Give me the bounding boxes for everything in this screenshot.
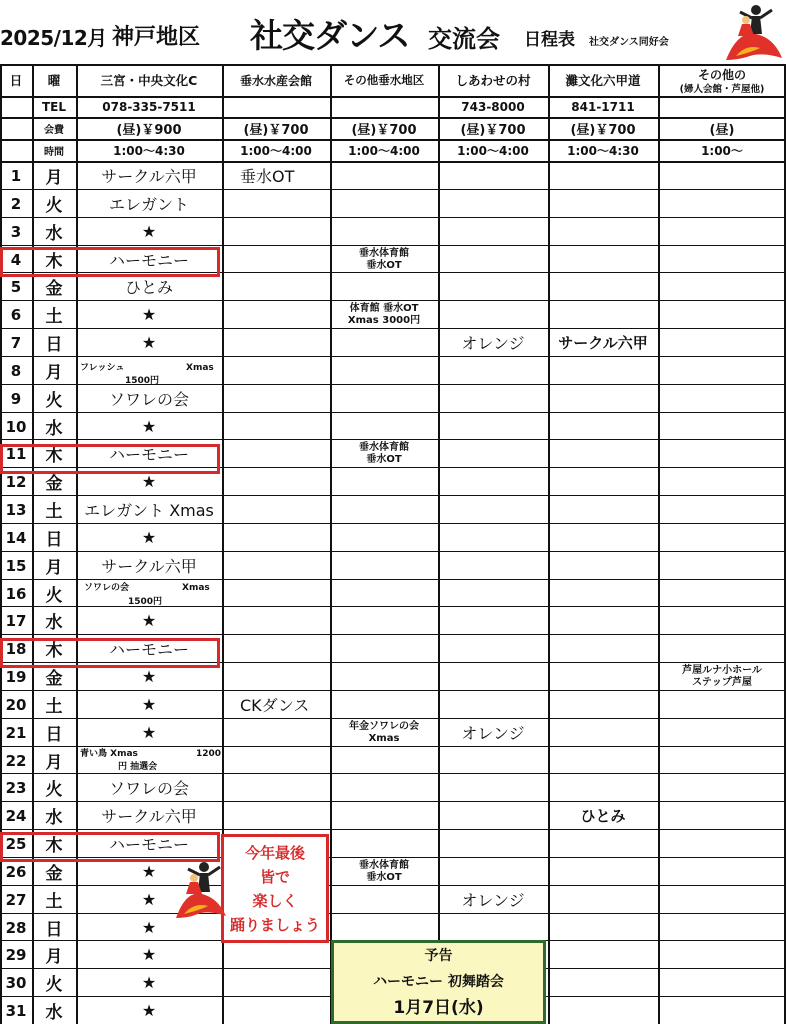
tarumi-suisan-event [222, 440, 330, 467]
nada-event [548, 413, 658, 440]
sannomiya-event: ★ [141, 1001, 157, 1020]
weekday: 土 [45, 307, 63, 327]
nada-event [548, 357, 658, 384]
other-event [658, 440, 786, 467]
shiawase-event [438, 747, 548, 774]
shiawase-event [438, 496, 548, 523]
other-tarumi-event [330, 413, 438, 440]
sannomiya-event: ハーモニー [108, 445, 189, 464]
other-tarumi-event [330, 329, 438, 356]
shiawase-event [438, 385, 548, 412]
shiawase-event [438, 218, 548, 245]
sannomiya-event: エレガント Xmas [84, 501, 214, 520]
tarumi-suisan-event: 垂水OT [240, 167, 295, 186]
other-event [658, 190, 786, 217]
nada-event: サークル六甲 [558, 334, 648, 352]
weekday: 水 [45, 224, 63, 244]
tarumi-suisan-event [222, 941, 330, 968]
other-event [658, 914, 786, 941]
day-number: 27 [5, 890, 27, 909]
tarumi-suisan-event [222, 468, 330, 495]
nada-event [548, 496, 658, 523]
other-tarumi-event [330, 162, 438, 189]
nada-event [548, 886, 658, 913]
year-month: 2025/12月 [0, 26, 107, 50]
time-label: 時間 [44, 146, 64, 158]
tarumi-suisan-event [222, 413, 330, 440]
tarumi-suisan-event [222, 552, 330, 579]
notice-event: ハーモニー 初舞踏会 [373, 974, 504, 990]
col-header-other: その他の [697, 67, 746, 82]
shiawase-event [438, 774, 548, 801]
tarumi-suisan-event [222, 747, 330, 774]
other-event [658, 385, 786, 412]
weekday: 月 [45, 558, 63, 578]
tarumi-suisan-event [222, 774, 330, 801]
shiawase-event [438, 273, 548, 300]
day-number: 9 [10, 389, 22, 408]
day-number: 25 [5, 834, 27, 853]
day-number: 3 [10, 222, 22, 241]
other-tarumi-event [330, 914, 438, 941]
fee-cell: (昼)￥700 [570, 122, 636, 138]
nada-event [548, 663, 658, 690]
tarumi-suisan-event [222, 357, 330, 384]
other-event [658, 635, 786, 662]
nada-event [548, 468, 658, 495]
weekday: 火 [45, 975, 63, 995]
club-name: 社交ダンス同好会 [589, 37, 669, 48]
tel-cell: 841-1711 [571, 99, 635, 114]
tarumi-suisan-event [222, 496, 330, 523]
weekday: 火 [45, 196, 63, 216]
nada-event [548, 997, 658, 1024]
tarumi-suisan-event [222, 580, 330, 607]
other-event: 芦屋ルナ小ホール ステップ芦屋 [682, 665, 762, 688]
sannomiya-event: ひとみ [124, 278, 173, 297]
other-tarumi-event: 年金ソワレの会 Xmas [349, 721, 419, 744]
shiawase-event: オレンジ [461, 724, 525, 743]
sannomiya-event: ★ [141, 945, 157, 964]
other-event [658, 468, 786, 495]
day-number: 13 [5, 500, 27, 519]
sannomiya-event: ハーモニー [108, 640, 189, 659]
shiawase-event [438, 607, 548, 634]
shiawase-event [438, 162, 548, 189]
other-tarumi-event [330, 607, 438, 634]
tel-cell: 078-335-7511 [102, 99, 196, 114]
weekday: 火 [45, 586, 63, 606]
other-event [658, 273, 786, 300]
other-tarumi-event [330, 357, 438, 384]
tarumi-suisan-event [222, 719, 330, 746]
tarumi-suisan-event [222, 802, 330, 829]
day-number: 8 [10, 361, 22, 380]
other-event [658, 552, 786, 579]
other-tarumi-event [330, 635, 438, 662]
sannomiya-event: ★ [141, 973, 157, 992]
highlight-day-11 [0, 444, 220, 474]
day-number: 22 [5, 751, 27, 770]
tarumi-suisan-event [222, 190, 330, 217]
other-event [658, 329, 786, 356]
other-tarumi-event [330, 580, 438, 607]
day-number: 26 [5, 862, 27, 881]
day8-event-xmas: Xmas [186, 363, 214, 373]
other-event [658, 691, 786, 718]
col-header-other-tarumi: その他垂水地区 [343, 73, 425, 87]
sannomiya-event: ハーモニー [108, 251, 189, 270]
time-cell: 1:00～4:00 [457, 143, 529, 158]
other-event [658, 830, 786, 857]
other-tarumi-event [330, 273, 438, 300]
time-cell: 1:00～4:00 [240, 143, 312, 158]
other-tarumi-event [330, 524, 438, 551]
title-suffix: 日程表 [524, 30, 575, 50]
title-sub: 交流会 [428, 25, 500, 53]
other-event [658, 607, 786, 634]
day-number: 1 [10, 166, 22, 185]
weekday: 月 [45, 947, 63, 967]
tarumi-suisan-event [222, 524, 330, 551]
tarumi-suisan-event: CKダンス [240, 696, 310, 715]
other-event [658, 246, 786, 273]
tarumi-suisan-event [222, 663, 330, 690]
shiawase-event [438, 190, 548, 217]
time-cell: 1:00～ [701, 143, 743, 158]
nada-event [548, 273, 658, 300]
day22-event-line1: 青い鳥 Xmas [80, 749, 138, 759]
highlight-day-4 [0, 247, 220, 277]
upcoming-event-notice [331, 940, 546, 1024]
other-tarumi-event [330, 830, 438, 857]
sannomiya-event: ★ [141, 723, 157, 742]
shiawase-event [438, 413, 548, 440]
sannomiya-event: ★ [141, 528, 157, 547]
tel-cell [330, 96, 438, 117]
shiawase-event [438, 246, 548, 273]
other-event [658, 997, 786, 1024]
nada-event [548, 246, 658, 273]
day-number: 30 [5, 973, 27, 992]
nada-event [548, 858, 658, 885]
weekday: 木 [45, 836, 63, 856]
message-line-3: 楽しく [252, 891, 298, 910]
day-number: 11 [5, 444, 27, 463]
other-tarumi-event: 垂水体育館 垂水OT [359, 248, 409, 271]
other-tarumi-event [330, 747, 438, 774]
col-header-sannomiya: 三宮・中央文化C [100, 73, 198, 88]
tel-cell [222, 96, 330, 117]
shiawase-event: オレンジ [461, 891, 525, 910]
dancing-couple-icon [168, 858, 230, 922]
schedule-table [0, 64, 786, 1024]
other-event [658, 858, 786, 885]
other-event [658, 802, 786, 829]
nada-event [548, 969, 658, 996]
day-number: 10 [5, 417, 27, 436]
day-number: 19 [5, 667, 27, 686]
day-number: 2 [10, 194, 22, 213]
weekday: 土 [45, 502, 63, 522]
other-event [658, 357, 786, 384]
notice-label: 予告 [424, 948, 453, 964]
day-number: 18 [5, 639, 27, 658]
nada-event [548, 190, 658, 217]
other-tarumi-event [330, 218, 438, 245]
day-number: 21 [5, 723, 27, 742]
nada-event [548, 941, 658, 968]
area-name: 神戸地区 [112, 25, 201, 50]
tel-label: TEL [41, 99, 67, 114]
day-number: 12 [5, 472, 27, 491]
dancing-couple-icon [716, 0, 786, 64]
day16-event-price: 1500円 [128, 597, 163, 607]
weekday: 金 [45, 669, 63, 689]
day16-event-xmas: Xmas [182, 583, 210, 593]
weekday: 水 [45, 808, 63, 828]
other-event [658, 218, 786, 245]
weekday: 木 [45, 641, 63, 661]
shiawase-event [438, 524, 548, 551]
nada-event [548, 914, 658, 941]
col-header-shiawase: しあわせの村 [455, 73, 531, 88]
tarumi-suisan-event [222, 218, 330, 245]
other-event [658, 301, 786, 328]
nada-event [548, 747, 658, 774]
col-header-weekday: 曜 [47, 73, 61, 88]
other-event [658, 413, 786, 440]
day-number: 6 [10, 305, 22, 324]
time-cell: 1:00～4:30 [567, 143, 639, 158]
shiawase-event [438, 663, 548, 690]
day-number: 20 [5, 695, 27, 714]
time-cell: 1:00～4:00 [348, 143, 420, 158]
shiawase-event [438, 691, 548, 718]
sannomiya-event: ★ [141, 667, 157, 686]
shiawase-event [438, 635, 548, 662]
nada-event [548, 218, 658, 245]
shiawase-event [438, 858, 548, 885]
day8-event-name: フレッシュ [80, 363, 125, 373]
weekday: 金 [45, 279, 63, 299]
fee-cell: (昼)￥700 [460, 122, 526, 138]
other-tarumi-event [330, 468, 438, 495]
day-number: 24 [5, 806, 27, 825]
other-event [658, 774, 786, 801]
tarumi-suisan-event [222, 385, 330, 412]
nada-event [548, 580, 658, 607]
nada-event [548, 385, 658, 412]
title-main: 社交ダンス [250, 16, 410, 55]
weekday: 日 [45, 530, 63, 550]
nada-event [548, 552, 658, 579]
col-header-day: 日 [9, 73, 23, 88]
time-cell: 1:00～4:30 [113, 143, 185, 158]
day-number: 28 [5, 918, 27, 937]
day-number: 7 [10, 333, 22, 352]
day16-event-name: ソワレの会 [84, 583, 130, 593]
day-number: 17 [5, 611, 27, 630]
other-event [658, 524, 786, 551]
shiawase-event [438, 552, 548, 579]
sannomiya-event: サークル六甲 [101, 167, 197, 186]
weekday: 水 [45, 1003, 63, 1023]
other-event [658, 941, 786, 968]
nada-event: ひとみ [580, 807, 626, 825]
sannomiya-event: エレガント [108, 195, 189, 214]
shiawase-event [438, 357, 548, 384]
sannomiya-event: ★ [141, 305, 157, 324]
other-tarumi-event [330, 385, 438, 412]
fee-cell: (昼)￥700 [243, 122, 309, 138]
shiawase-event [438, 830, 548, 857]
other-tarumi-event [330, 552, 438, 579]
nada-event [548, 774, 658, 801]
message-line-4: 踊りましょう [229, 915, 320, 934]
other-tarumi-event: 垂水体育館 垂水OT [359, 442, 409, 465]
other-event [658, 719, 786, 746]
shiawase-event [438, 440, 548, 467]
sannomiya-event: サークル六甲 [101, 807, 197, 826]
weekday: 木 [45, 252, 63, 272]
weekday: 土 [45, 697, 63, 717]
weekday: 火 [45, 391, 63, 411]
other-tarumi-event: 体育館 垂水OT Xmas 3000円 [347, 303, 421, 326]
col-header-tarumi-suisan: 垂水水産会館 [239, 73, 312, 88]
day-number: 31 [5, 1001, 27, 1020]
other-tarumi-event [330, 190, 438, 217]
other-tarumi-event: 垂水体育館 垂水OT [359, 860, 409, 883]
fee-label: 会費 [44, 124, 64, 136]
message-line-1: 今年最後 [244, 843, 305, 862]
day-number: 5 [10, 277, 22, 296]
other-event [658, 496, 786, 523]
nada-event [548, 440, 658, 467]
day-number: 23 [5, 778, 27, 797]
nada-event [548, 830, 658, 857]
message-line-2: 皆で [259, 867, 290, 886]
tarumi-suisan-event [222, 607, 330, 634]
day-number: 15 [5, 556, 27, 575]
sannomiya-event: ★ [141, 222, 157, 241]
sannomiya-event: ★ [141, 918, 157, 937]
tel-cell: 743-8000 [461, 99, 525, 114]
other-tarumi-event [330, 663, 438, 690]
tarumi-suisan-event [222, 329, 330, 356]
tarumi-suisan-event [222, 635, 330, 662]
col-header-nada: 灘文化六甲道 [565, 73, 641, 88]
tarumi-suisan-event [222, 997, 330, 1024]
weekday: 水 [45, 419, 63, 439]
shiawase-event [438, 580, 548, 607]
col-header-other-sub: (婦人会館・芦屋他) [679, 84, 765, 95]
day-number: 14 [5, 528, 27, 547]
weekday: 火 [45, 780, 63, 800]
nada-event [548, 691, 658, 718]
weekday: 土 [45, 892, 63, 912]
sannomiya-event: ソワレの会 [108, 779, 189, 798]
highlight-day-18 [0, 638, 220, 668]
tel-cell [658, 96, 786, 117]
day-number: 4 [10, 250, 22, 269]
weekday: 日 [45, 920, 63, 940]
other-tarumi-event [330, 774, 438, 801]
day-number: 16 [5, 584, 27, 603]
day22-event-price: 1200 [196, 749, 222, 759]
sannomiya-event: ソワレの会 [108, 390, 189, 409]
other-tarumi-event [330, 802, 438, 829]
weekday: 木 [45, 446, 63, 466]
fee-cell: (昼)￥700 [351, 122, 417, 138]
nada-event [548, 524, 658, 551]
year-end-message [221, 834, 329, 943]
other-tarumi-event [330, 886, 438, 913]
sannomiya-event: ★ [141, 417, 157, 436]
sannomiya-event: ★ [141, 472, 157, 491]
nada-event [548, 162, 658, 189]
fee-cell: (昼) [709, 122, 735, 138]
tarumi-suisan-event [222, 273, 330, 300]
other-event [658, 580, 786, 607]
shiawase-event: オレンジ [461, 334, 525, 353]
weekday: 金 [45, 474, 63, 494]
other-event [658, 747, 786, 774]
other-event [658, 886, 786, 913]
nada-event [548, 719, 658, 746]
shiawase-event [438, 468, 548, 495]
page-header [0, 0, 786, 62]
sannomiya-event: ★ [141, 611, 157, 630]
notice-date: 1月7日(水) [393, 998, 484, 1018]
weekday: 水 [45, 613, 63, 633]
shiawase-event [438, 301, 548, 328]
sannomiya-event: ★ [141, 862, 157, 881]
day-number: 29 [5, 945, 27, 964]
sannomiya-event: サークル六甲 [101, 557, 197, 576]
sannomiya-event: ハーモニー [108, 835, 189, 854]
weekday: 月 [45, 753, 63, 773]
nada-event [548, 607, 658, 634]
fee-cell: (昼)￥900 [116, 122, 182, 138]
other-event [658, 162, 786, 189]
tarumi-suisan-event [222, 969, 330, 996]
weekday: 金 [45, 864, 63, 884]
weekday: 月 [45, 363, 63, 383]
sannomiya-event: ★ [141, 695, 157, 714]
shiawase-event [438, 914, 548, 941]
nada-event [548, 301, 658, 328]
other-tarumi-event [330, 691, 438, 718]
other-tarumi-event [330, 496, 438, 523]
sannomiya-event: ★ [141, 890, 157, 909]
shiawase-event [438, 802, 548, 829]
tarumi-suisan-event [222, 246, 330, 273]
weekday: 月 [45, 168, 63, 188]
day22-event-line2: 円 抽選会 [118, 762, 158, 772]
other-event [658, 969, 786, 996]
sannomiya-event: ★ [141, 333, 157, 352]
weekday: 日 [45, 335, 63, 355]
day8-event-price: 1500円 [125, 376, 160, 386]
weekday: 日 [45, 725, 63, 745]
tarumi-suisan-event [222, 301, 330, 328]
nada-event [548, 635, 658, 662]
